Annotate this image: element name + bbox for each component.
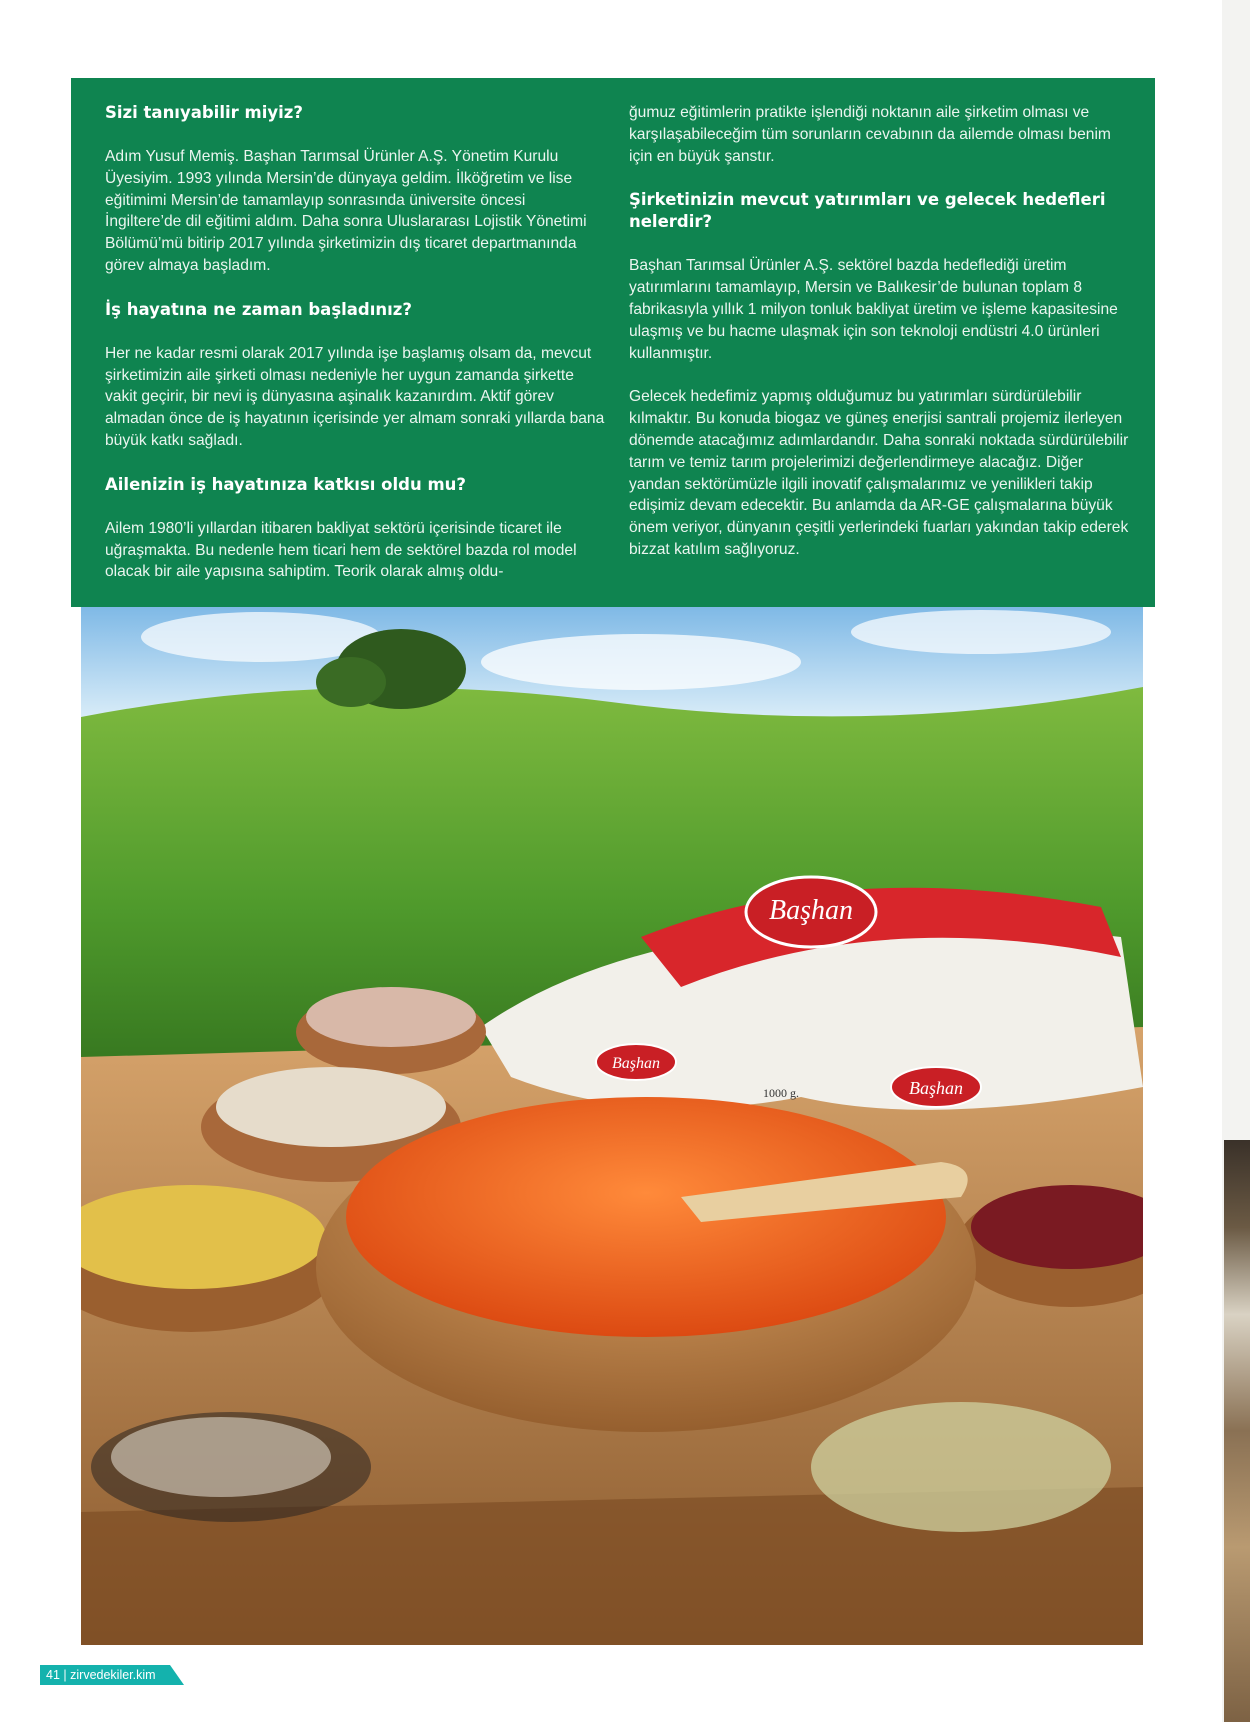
answer-paragraph: Başhan Tarımsal Ürünler A.Ş. sektörel bazda hedeflediği üretim yatırımlarını tamamlayıp, Mersin ve Balıkesir’de bulunan toplam 8 fabrikasıyla yıllık 1 milyon tonluk bakliyat üretim ve işleme kapasitesine ulaşmış ve bu hacme ulaşmak için son teknoloji endüstri 4.0 ürünleri kullanmıştır.	[629, 257, 1118, 362]
adjacent-page-strip	[1222, 0, 1250, 1722]
article-column-right	[629, 102, 1129, 583]
answer-paragraph: Gelecek hedefimiz yapmış olduğumuz bu yatırımları sürdürülebilir kılmaktır. Bu konuda biogaz ve güneş enerjisi santrali projemiz ilerleyen dönemde atacağımız adımlardandır. Daha sonraki noktada sürdürülebilir tarım ve temiz tarım projelerimizi değerlendirmeye alacağız. Diğer yandan sektörümüzle ilgili inovatif çalışmalarımız ve yenilikleri takip edişimiz devam edecektir. Bu anlamda da AR-GE çalışmalarına büyük önem veriyor, dünyanın çeşitli yerlerindeki fuarları yakından takip ederek bizzat katılım sağlıyoruz.	[629, 388, 1129, 558]
answer-paragraph: Her ne kadar resmi olarak 2017 yılında işe başlamış olsam da, mevcut şirketimizin aile şirketi olması nedeniyle her uygun zamanda şirkette vakit geçirir, bir nevi iş dünyasına aşinalık kazanırdım. Aktif görev almadan önce de iş hayatının içerisinde yer almam sonraki yıllarda bana büyük katkı sağladı.	[105, 344, 605, 449]
bag-brand-logo: Başhan	[769, 895, 853, 926]
bowl-borlotti-beans	[296, 987, 486, 1074]
scattered-black-eyed-peas	[91, 1412, 371, 1522]
question-heading: Ailenizin iş hayatınıza katkısı oldu mu?	[105, 474, 466, 494]
question-heading: İş hayatına ne zaman başladınız?	[105, 299, 412, 319]
bag-brand-logo-small: Başhan	[909, 1078, 963, 1098]
footer-site-link[interactable]: zirvedekiler.kim	[70, 1668, 156, 1682]
bag-weight-label: 1000 g.	[763, 1086, 799, 1100]
bowl-red-lentils	[316, 1097, 976, 1432]
scattered-green-peas	[811, 1402, 1111, 1532]
page-number: 41	[46, 1668, 60, 1682]
article-column-left	[105, 102, 605, 605]
footer-text	[40, 1665, 156, 1685]
adjacent-page-photo	[1224, 1140, 1250, 1722]
interview-panel	[71, 78, 1155, 607]
bag-brand-logo-small: Başhan	[612, 1055, 660, 1072]
question-heading: Sizi tanıyabilir miyiz?	[105, 103, 303, 122]
answer-paragraph: ğumuz eğitimlerin pratikte işlendiği noktanın aile şirketim olması ve karşılaşabileceğim tüm sorunların cevabının da ailemde olması benim için en büyük şanstır.	[629, 104, 1111, 165]
page-footer	[40, 1665, 156, 1685]
footer-separator: |	[63, 1668, 67, 1682]
answer-paragraph: Adım Yusuf Memiş. Başhan Tarımsal Ürünler A.Ş. Yönetim Kurulu Üyesiyim. 1993 yılında Mersin’de dünyaya geldim. İlköğretim ve lise eğitimimi Mersin’de tamamlayıp sonrasında üniversite öncesi İngiltere’de dil eğitimi aldım. Daha sonra Uluslararası Lojistik Yönetimi Bölümü’mü bitirip 2017 yılında şirketimizin dış ticaret departmanında görev almaya başladım.	[105, 148, 587, 274]
answer-paragraph: Ailem 1980’li yıllardan itibaren bakliyat sektörü içerisinde ticaret ile uğraşmakta. Bu nedenle hem ticari hem de sektörel bazda rol model olacak bir aile yapısına sahiptim. Teorik olarak almış oldu-	[105, 519, 577, 581]
legumes-photo-illustration	[81, 607, 1143, 1645]
question-heading: Şirketinizin mevcut yatırımları ve gelecek hedefleri nelerdir?	[629, 190, 1106, 232]
legumes-product-photo	[81, 607, 1143, 1645]
